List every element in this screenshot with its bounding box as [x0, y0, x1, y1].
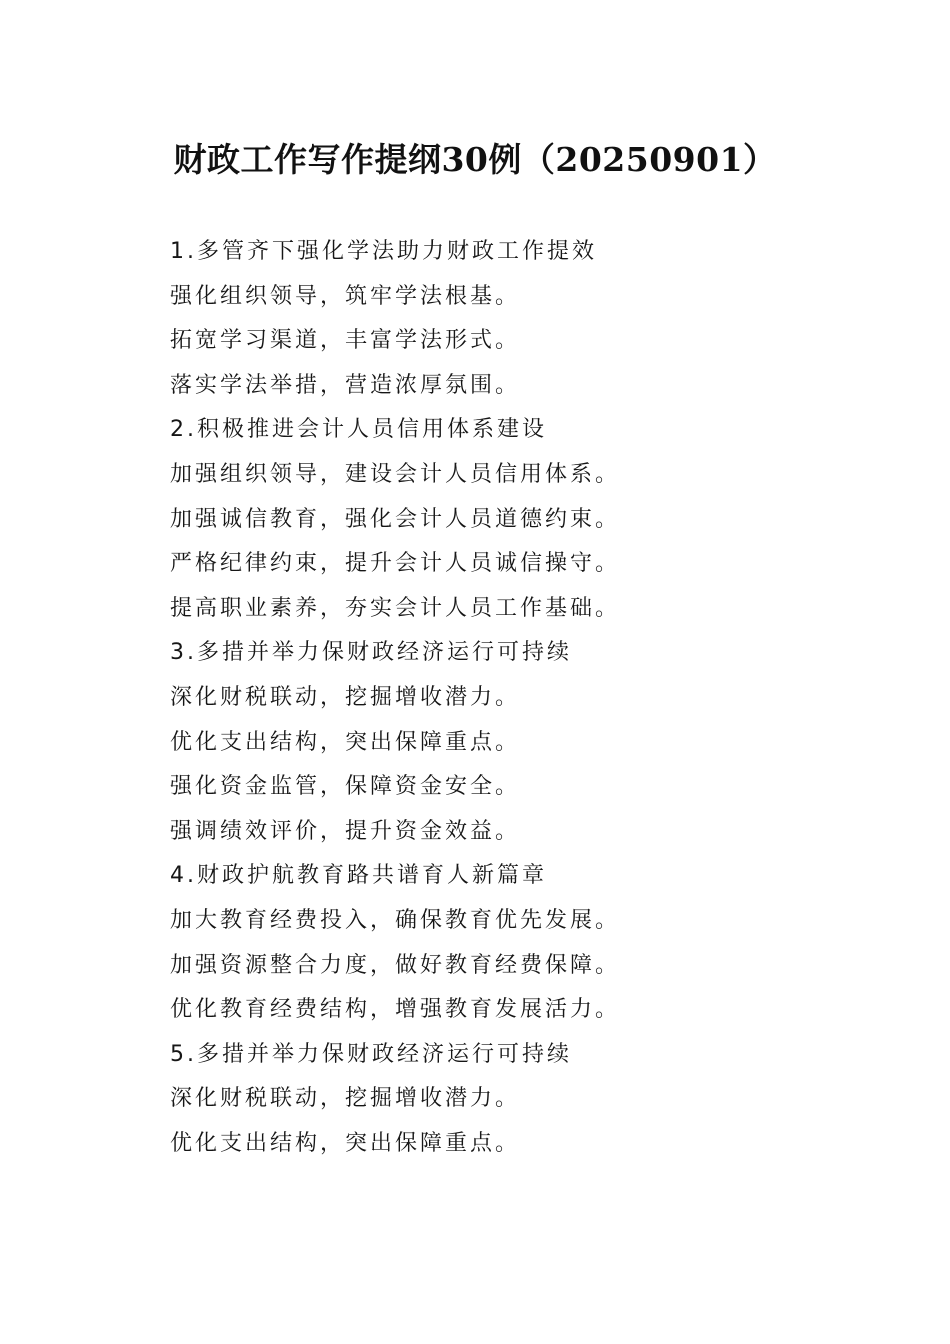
- outline-heading-2: 2.积极推进会计人员信用体系建设: [170, 417, 547, 443]
- outline-line: 拓宽学习渠道，丰富学法形式。: [170, 328, 521, 354]
- outline-line: 严格纪律约束，提升会计人员诚信操守。: [170, 551, 621, 577]
- outline-list: [170, 230, 870, 1166]
- outline-line: 加强资源整合力度，做好教育经费保障。: [170, 952, 621, 978]
- outline-line: 优化支出结构，突出保障重点。: [170, 729, 521, 755]
- document-title: 财政工作写作提纲30例（20250901）: [173, 140, 777, 179]
- outline-heading-4: 4.财政护航教育路共谱育人新篇章: [170, 863, 547, 889]
- outline-line: 加强组织领导，建设会计人员信用体系。: [170, 461, 621, 487]
- outline-line: 加强诚信教育，强化会计人员道德约束。: [170, 506, 621, 532]
- outline-line: 优化支出结构，突出保障重点。: [170, 1130, 521, 1156]
- outline-heading-3: 3.多措并举力保财政经济运行可持续: [170, 640, 572, 666]
- outline-line: 优化教育经费结构，增强教育发展活力。: [170, 997, 621, 1023]
- outline-line: 强化资金监管，保障资金安全。: [170, 774, 521, 800]
- outline-line: 深化财税联动，挖掘增收潜力。: [170, 1086, 521, 1112]
- outline-line: 深化财税联动，挖掘增收潜力。: [170, 684, 521, 710]
- outline-line: 提高职业素养，夯实会计人员工作基础。: [170, 595, 621, 621]
- outline-line: 强化组织领导，筑牢学法根基。: [170, 283, 521, 309]
- outline-heading-5: 5.多措并举力保财政经济运行可持续: [170, 1041, 572, 1067]
- outline-line: 落实学法举措，营造浓厚氛围。: [170, 372, 521, 398]
- outline-heading-1: 1.多管齐下强化学法助力财政工作提效: [170, 239, 597, 264]
- outline-line: 加大教育经费投入，确保教育优先发展。: [170, 907, 621, 933]
- outline-line: 强调绩效评价，提升资金效益。: [170, 818, 521, 844]
